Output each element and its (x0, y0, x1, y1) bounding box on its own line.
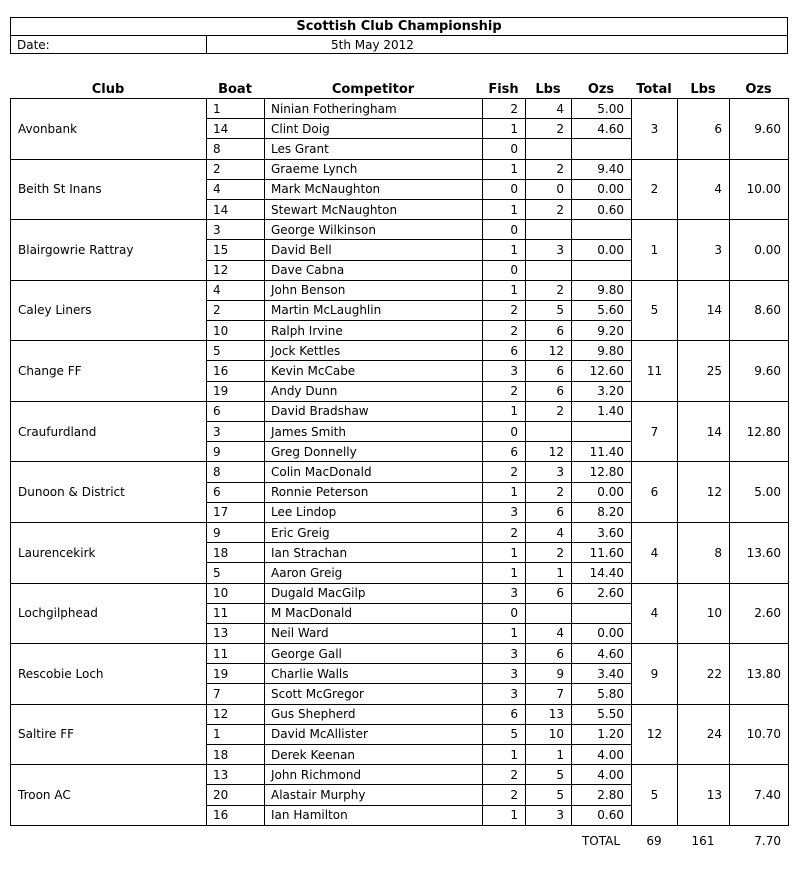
fish-cell: 3 (483, 644, 526, 664)
table-row (11, 341, 789, 361)
competitor-cell: Aaron Greig (265, 563, 483, 583)
ozs-cell: 8.20 (572, 502, 632, 522)
table-row (11, 583, 789, 603)
competitor-cell: George Gall (265, 644, 483, 664)
column-header-total: Total (636, 81, 672, 97)
fish-cell: 2 (483, 522, 526, 542)
column-header-club: Club (91, 81, 125, 97)
club-total-fish: 4 (632, 522, 678, 583)
fish-cell: 6 (483, 341, 526, 361)
header-table (10, 17, 788, 54)
club-total-lbs: 10 (678, 583, 730, 644)
club-total-fish: 4 (632, 583, 678, 644)
lbs-cell: 3 (526, 805, 572, 825)
club-total-ozs: 2.60 (730, 583, 789, 644)
lbs-cell: 6 (526, 583, 572, 603)
column-header-competitor: Competitor (331, 81, 415, 97)
club-total-ozs: 13.80 (730, 644, 789, 705)
lbs-cell: 2 (526, 199, 572, 219)
boat-cell: 8 (207, 139, 265, 159)
competitor-cell: Martin McLaughlin (265, 300, 483, 320)
ozs-cell: 0.60 (572, 199, 632, 219)
column-header-boat: Boat (218, 81, 252, 97)
club-name: Change FF (11, 341, 207, 402)
ozs-cell: 1.20 (572, 724, 632, 744)
club-total-fish: 2 (632, 159, 678, 220)
fish-cell: 2 (483, 300, 526, 320)
fish-cell: 2 (483, 765, 526, 785)
fish-cell: 5 (483, 724, 526, 744)
boat-cell: 5 (207, 341, 265, 361)
lbs-cell: 6 (526, 381, 572, 401)
lbs-cell: 12 (526, 442, 572, 462)
boat-cell: 4 (207, 179, 265, 199)
fish-cell: 3 (483, 583, 526, 603)
boat-cell: 2 (207, 300, 265, 320)
competitor-cell: Graeme Lynch (265, 159, 483, 179)
lbs-cell: 6 (526, 321, 572, 341)
fish-cell: 3 (483, 664, 526, 684)
fish-cell: 6 (483, 704, 526, 724)
lbs-cell: 5 (526, 300, 572, 320)
club-total-lbs: 4 (678, 159, 730, 220)
boat-cell: 3 (207, 422, 265, 442)
boat-cell: 2 (207, 159, 265, 179)
competitor-cell: Andy Dunn (265, 381, 483, 401)
ozs-cell: 9.40 (572, 159, 632, 179)
club-name: Saltire FF (11, 704, 207, 765)
boat-cell: 9 (207, 522, 265, 542)
fish-cell: 6 (483, 442, 526, 462)
club-total-lbs: 22 (678, 644, 730, 705)
lbs-cell: 2 (526, 119, 572, 139)
column-header-total-lbs: Lbs (690, 81, 716, 97)
competitor-cell: M MacDonald (265, 603, 483, 623)
ozs-cell: 3.60 (572, 522, 632, 542)
boat-cell: 12 (207, 260, 265, 280)
club-name: Laurencekirk (11, 522, 207, 583)
club-total-fish: 5 (632, 280, 678, 341)
competitor-cell: George Wilkinson (265, 220, 483, 240)
fish-cell: 1 (483, 745, 526, 765)
boat-cell: 19 (207, 664, 265, 684)
boat-cell: 16 (207, 805, 265, 825)
lbs-cell: 10 (526, 724, 572, 744)
boat-cell: 9 (207, 442, 265, 462)
fish-cell: 0 (483, 139, 526, 159)
fish-cell: 1 (483, 159, 526, 179)
boat-cell: 10 (207, 321, 265, 341)
fish-cell: 1 (483, 401, 526, 421)
club-total-fish: 5 (632, 765, 678, 826)
ozs-cell: 5.80 (572, 684, 632, 704)
lbs-cell: 5 (526, 785, 572, 805)
club-total-ozs: 7.40 (730, 765, 789, 826)
competitor-cell: Ralph Irvine (265, 321, 483, 341)
competitor-cell: Neil Ward (265, 623, 483, 643)
ozs-cell (572, 422, 632, 442)
competitor-cell: Charlie Walls (265, 664, 483, 684)
lbs-cell: 4 (526, 623, 572, 643)
grand-total-lbs: 161 (691, 834, 715, 848)
competitor-cell: David McAllister (265, 724, 483, 744)
club-total-lbs: 25 (678, 341, 730, 402)
ozs-cell: 0.00 (572, 179, 632, 199)
ozs-cell: 9.80 (572, 341, 632, 361)
boat-cell: 5 (207, 563, 265, 583)
lbs-cell (526, 220, 572, 240)
club-total-ozs: 8.60 (730, 280, 789, 341)
boat-cell: 8 (207, 462, 265, 482)
lbs-cell: 2 (526, 482, 572, 502)
club-total-fish: 12 (632, 704, 678, 765)
club-name: Rescobie Loch (11, 644, 207, 705)
fish-cell: 1 (483, 805, 526, 825)
ozs-cell: 11.60 (572, 543, 632, 563)
boat-cell: 1 (207, 724, 265, 744)
ozs-cell: 0.00 (572, 623, 632, 643)
fish-cell: 1 (483, 482, 526, 502)
column-header-fish: Fish (488, 81, 519, 97)
fish-cell: 2 (483, 785, 526, 805)
lbs-cell: 4 (526, 522, 572, 542)
ozs-cell: 12.80 (572, 462, 632, 482)
competitor-cell: Scott McGregor (265, 684, 483, 704)
competitor-cell: Eric Greig (265, 522, 483, 542)
ozs-cell: 5.60 (572, 300, 632, 320)
table-row (11, 704, 789, 724)
competitor-cell: Gus Shepherd (265, 704, 483, 724)
competitor-cell: John Benson (265, 280, 483, 300)
table-row (11, 159, 789, 179)
lbs-cell (526, 422, 572, 442)
club-total-fish: 1 (632, 220, 678, 281)
fish-cell: 1 (483, 199, 526, 219)
boat-cell: 13 (207, 623, 265, 643)
lbs-cell: 2 (526, 280, 572, 300)
competitor-cell: Colin MacDonald (265, 462, 483, 482)
ozs-cell (572, 220, 632, 240)
competitor-cell: Ninian Fotheringham (265, 99, 483, 119)
results-table (10, 98, 789, 826)
club-name: Blairgowrie Rattray (11, 220, 207, 281)
lbs-cell: 3 (526, 462, 572, 482)
club-total-ozs: 0.00 (730, 220, 789, 281)
lbs-cell: 1 (526, 563, 572, 583)
ozs-cell: 12.60 (572, 361, 632, 381)
ozs-cell: 4.00 (572, 765, 632, 785)
ozs-cell: 14.40 (572, 563, 632, 583)
competitor-cell: Jock Kettles (265, 341, 483, 361)
date-label: Date: (11, 36, 207, 54)
club-total-lbs: 8 (678, 522, 730, 583)
fish-cell: 1 (483, 563, 526, 583)
boat-cell: 10 (207, 583, 265, 603)
table-row (11, 401, 789, 421)
ozs-cell: 0.60 (572, 805, 632, 825)
ozs-cell: 9.80 (572, 280, 632, 300)
competitor-cell: Ronnie Peterson (265, 482, 483, 502)
boat-cell: 6 (207, 401, 265, 421)
ozs-cell: 9.20 (572, 321, 632, 341)
table-row (11, 522, 789, 542)
club-total-ozs: 5.00 (730, 462, 789, 523)
club-total-ozs: 10.70 (730, 704, 789, 765)
ozs-cell: 1.40 (572, 401, 632, 421)
club-total-fish: 3 (632, 99, 678, 160)
competitor-cell: Ian Hamilton (265, 805, 483, 825)
competitor-cell: James Smith (265, 422, 483, 442)
club-name: Dunoon & District (11, 462, 207, 523)
boat-cell: 14 (207, 119, 265, 139)
fish-cell: 1 (483, 240, 526, 260)
lbs-cell (526, 603, 572, 623)
boat-cell: 13 (207, 765, 265, 785)
club-total-fish: 9 (632, 644, 678, 705)
competitor-cell: Mark McNaughton (265, 179, 483, 199)
club-total-lbs: 14 (678, 401, 730, 462)
competitor-cell: John Richmond (265, 765, 483, 785)
competitor-cell: Dave Cabna (265, 260, 483, 280)
club-total-fish: 11 (632, 341, 678, 402)
ozs-cell: 4.60 (572, 644, 632, 664)
club-total-ozs: 9.60 (730, 341, 789, 402)
lbs-cell (526, 260, 572, 280)
ozs-cell (572, 603, 632, 623)
table-row (11, 220, 789, 240)
fish-cell: 1 (483, 119, 526, 139)
lbs-cell: 6 (526, 502, 572, 522)
competitor-cell: Lee Lindop (265, 502, 483, 522)
lbs-cell: 12 (526, 341, 572, 361)
boat-cell: 6 (207, 482, 265, 502)
fish-cell: 0 (483, 220, 526, 240)
table-row (11, 462, 789, 482)
boat-cell: 15 (207, 240, 265, 260)
ozs-cell (572, 139, 632, 159)
table-row (11, 280, 789, 300)
club-name: Craufurdland (11, 401, 207, 462)
ozs-cell: 5.50 (572, 704, 632, 724)
lbs-cell: 0 (526, 179, 572, 199)
fish-cell: 2 (483, 99, 526, 119)
fish-cell: 3 (483, 684, 526, 704)
club-total-lbs: 12 (678, 462, 730, 523)
club-total-ozs: 13.60 (730, 522, 789, 583)
fish-cell: 2 (483, 381, 526, 401)
boat-cell: 16 (207, 361, 265, 381)
ozs-cell: 4.00 (572, 745, 632, 765)
boat-cell: 14 (207, 199, 265, 219)
total-label: TOTAL (581, 834, 621, 848)
boat-cell: 19 (207, 381, 265, 401)
club-total-lbs: 13 (678, 765, 730, 826)
club-total-fish: 6 (632, 462, 678, 523)
column-header-ozs: Ozs (587, 81, 615, 97)
competitor-cell: Dugald MacGilp (265, 583, 483, 603)
club-name: Lochgilphead (11, 583, 207, 644)
table-row (11, 765, 789, 785)
boat-cell: 12 (207, 704, 265, 724)
ozs-cell: 2.80 (572, 785, 632, 805)
fish-cell: 0 (483, 179, 526, 199)
lbs-cell: 7 (526, 684, 572, 704)
boat-cell: 18 (207, 745, 265, 765)
club-total-lbs: 6 (678, 99, 730, 160)
grand-total-fish: 69 (646, 834, 662, 848)
lbs-cell: 6 (526, 644, 572, 664)
lbs-cell: 6 (526, 361, 572, 381)
lbs-cell: 2 (526, 159, 572, 179)
fish-cell: 1 (483, 280, 526, 300)
boat-cell: 11 (207, 603, 265, 623)
competitor-cell: Stewart McNaughton (265, 199, 483, 219)
table-row (11, 99, 789, 119)
ozs-cell: 3.40 (572, 664, 632, 684)
column-header-total-ozs: Ozs (745, 81, 772, 97)
fish-cell: 0 (483, 260, 526, 280)
club-name: Beith St Inans (11, 159, 207, 220)
lbs-cell: 13 (526, 704, 572, 724)
lbs-cell: 2 (526, 401, 572, 421)
boat-cell: 18 (207, 543, 265, 563)
ozs-cell: 5.00 (572, 99, 632, 119)
table-row (11, 644, 789, 664)
boat-cell: 1 (207, 99, 265, 119)
boat-cell: 20 (207, 785, 265, 805)
ozs-cell: 11.40 (572, 442, 632, 462)
column-headers (10, 80, 788, 98)
club-total-ozs: 12.80 (730, 401, 789, 462)
fish-cell: 0 (483, 422, 526, 442)
boat-cell: 17 (207, 502, 265, 522)
lbs-cell: 4 (526, 99, 572, 119)
club-total-fish: 7 (632, 401, 678, 462)
competitor-cell: Kevin McCabe (265, 361, 483, 381)
ozs-cell (572, 260, 632, 280)
competitor-cell: Ian Strachan (265, 543, 483, 563)
fish-cell: 1 (483, 543, 526, 563)
club-name: Avonbank (11, 99, 207, 160)
fish-cell: 2 (483, 462, 526, 482)
fish-cell: 3 (483, 361, 526, 381)
lbs-cell (526, 139, 572, 159)
ozs-cell: 0.00 (572, 240, 632, 260)
lbs-cell: 1 (526, 745, 572, 765)
grand-total-ozs: 7.70 (754, 834, 781, 848)
competitor-cell: Derek Keenan (265, 745, 483, 765)
competitor-cell: Les Grant (265, 139, 483, 159)
club-total-lbs: 24 (678, 704, 730, 765)
competitor-cell: Alastair Murphy (265, 785, 483, 805)
lbs-cell: 5 (526, 765, 572, 785)
competitor-cell: Clint Doig (265, 119, 483, 139)
club-total-ozs: 9.60 (730, 99, 789, 160)
competitor-cell: David Bell (265, 240, 483, 260)
ozs-cell: 3.20 (572, 381, 632, 401)
lbs-cell: 9 (526, 664, 572, 684)
club-total-lbs: 3 (678, 220, 730, 281)
ozs-cell: 4.60 (572, 119, 632, 139)
fish-cell: 1 (483, 623, 526, 643)
boat-cell: 4 (207, 280, 265, 300)
totals-row (10, 831, 788, 851)
fish-cell: 3 (483, 502, 526, 522)
club-name: Caley Liners (11, 280, 207, 341)
club-total-ozs: 10.00 (730, 159, 789, 220)
column-header-lbs: Lbs (535, 81, 561, 97)
lbs-cell: 3 (526, 240, 572, 260)
club-total-lbs: 14 (678, 280, 730, 341)
page-title: Scottish Club Championship (11, 18, 788, 36)
club-name: Troon AC (11, 765, 207, 826)
ozs-cell: 0.00 (572, 482, 632, 502)
boat-cell: 11 (207, 644, 265, 664)
boat-cell: 3 (207, 220, 265, 240)
lbs-cell: 2 (526, 543, 572, 563)
competitor-cell: David Bradshaw (265, 401, 483, 421)
competitor-cell: Greg Donnelly (265, 442, 483, 462)
fish-cell: 2 (483, 321, 526, 341)
fish-cell: 0 (483, 603, 526, 623)
ozs-cell: 2.60 (572, 583, 632, 603)
boat-cell: 7 (207, 684, 265, 704)
date-value: 5th May 2012 (207, 36, 788, 54)
